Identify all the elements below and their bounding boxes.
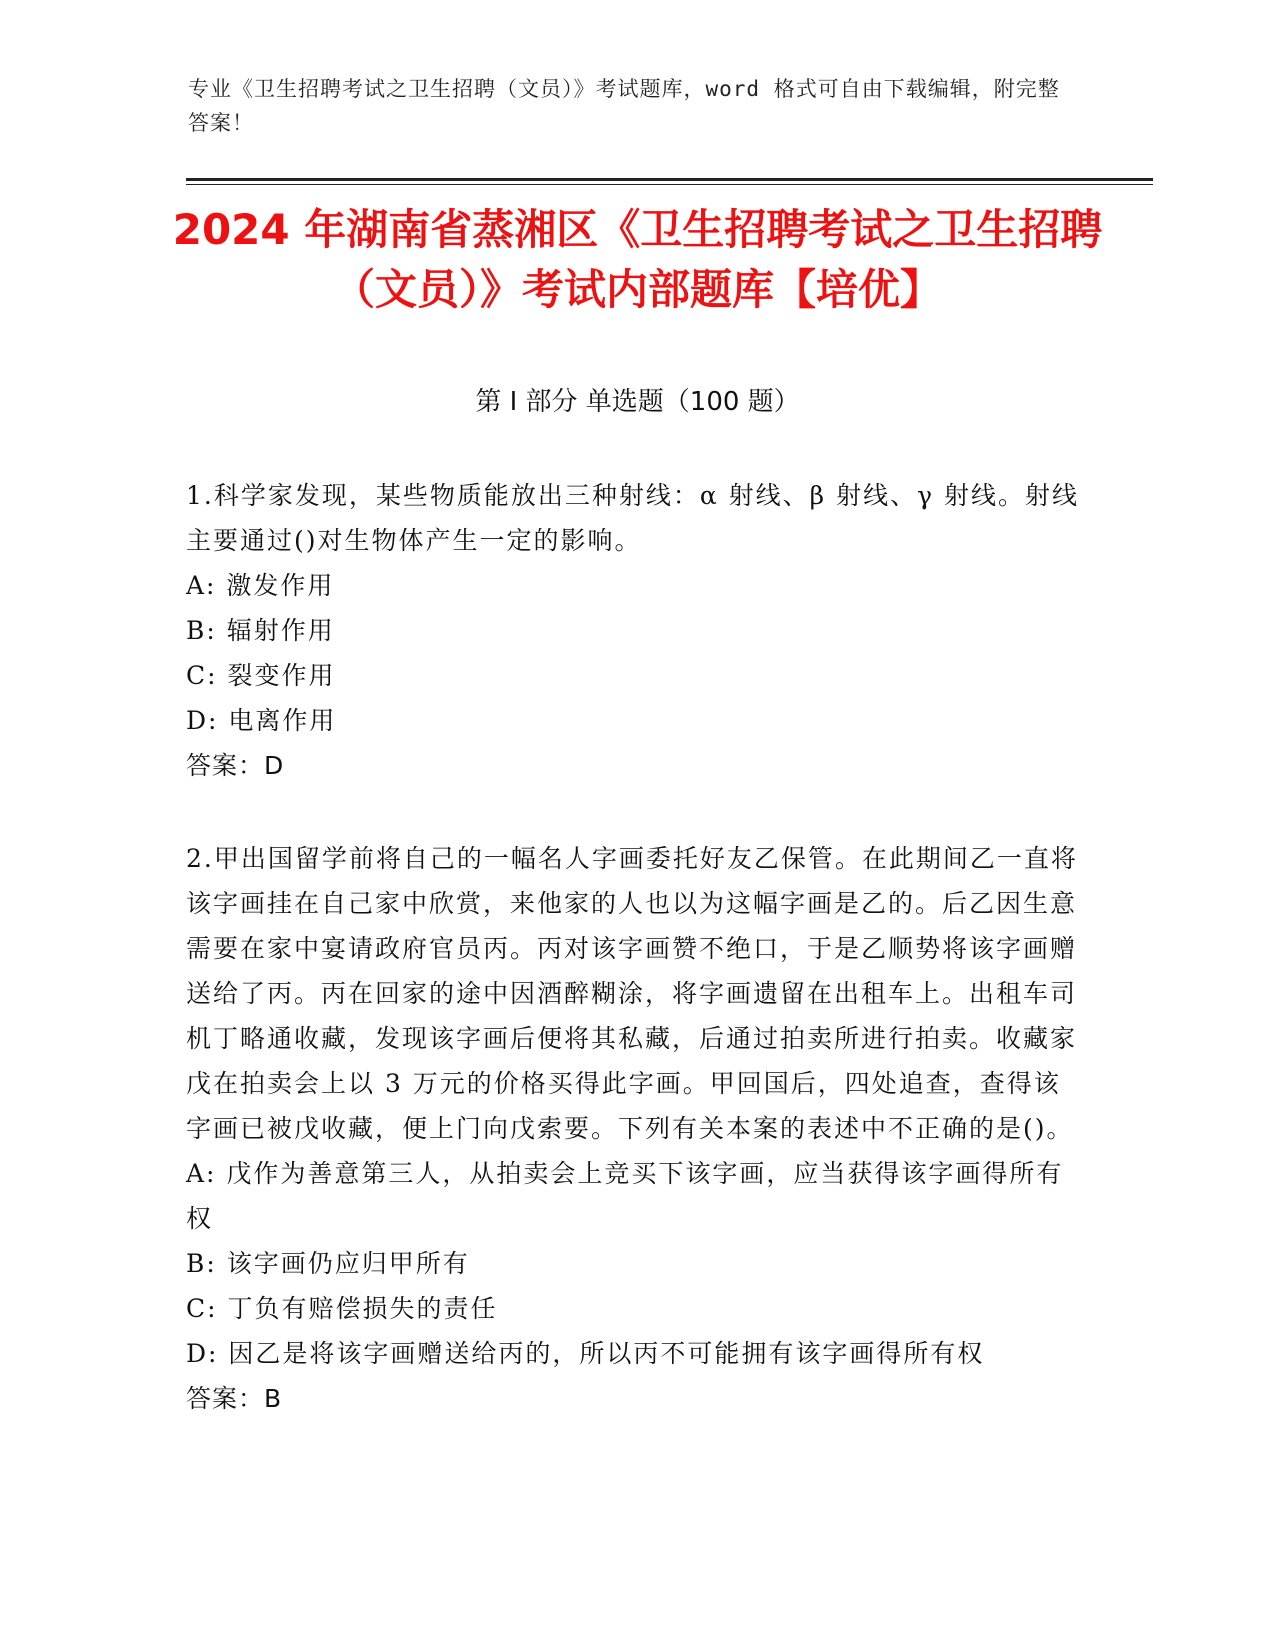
answer: 答案：D xyxy=(186,751,285,780)
answer: 答案：B xyxy=(186,1384,283,1413)
section-title: 第 I 部分 单选题（100 题） xyxy=(475,387,800,417)
option-d: D: 电离作用 xyxy=(186,706,337,735)
question-2 xyxy=(186,836,1086,1421)
option-b: B: 该字画仍应归甲所有 xyxy=(186,1249,470,1278)
option-c: C: 丁负有赔偿损失的责任 xyxy=(186,1294,498,1323)
header-divider-thick xyxy=(186,178,1153,181)
question-1 xyxy=(186,473,1086,788)
option-a: A: 激发作用 xyxy=(186,571,335,600)
document-title: 2024 年湖南省蒸湘区《卫生招聘考试之卫生招聘（文员）》考试内部题库【培优】 xyxy=(172,205,1103,314)
question-stem: 2.甲出国留学前将自己的一幅名人字画委托好友乙保管。在此期间乙一直将该字画挂在自己家中欣赏，来他家的人也以为这幅字画是乙的。后乙因生意需要在家中宴请政府官员丙。丙对该字画赞不绝口，于是乙顺势将该字画赠送给了丙。丙在回家的途中因酒醉糊涂，将字画遗留在出租车上。出租车司机丁略通收藏，发现该字画后便将其私藏，后通过拍卖所进行拍卖。收藏家戊在拍卖会上以 3 万元的价格买得此字画。甲回国后，四处追查，查得该字画已被戊收藏，便上门向戊索要。下列有关本案的表述中不正确的是()。 xyxy=(186,844,1078,1143)
header-divider-thin xyxy=(186,184,1153,185)
option-a: A: 戊作为善意第三人，从拍卖会上竞买下该字画，应当获得该字画得所有权 xyxy=(186,1159,1064,1233)
header-note: 专业《卫生招聘考试之卫生招聘（文员）》考试题库，word 格式可自由下载编辑，附完整答案！ xyxy=(188,77,1060,135)
option-d: D: 因乙是将该字画赠送给丙的，所以丙不可能拥有该字画得所有权 xyxy=(186,1339,985,1368)
question-stem: 1.科学家发现，某些物质能放出三种射线：α 射线、β 射线、γ 射线。射线主要通过()对生物体产生一定的影响。 xyxy=(186,481,1079,555)
option-c: C: 裂变作用 xyxy=(186,661,336,690)
option-b: B: 辐射作用 xyxy=(186,616,335,645)
